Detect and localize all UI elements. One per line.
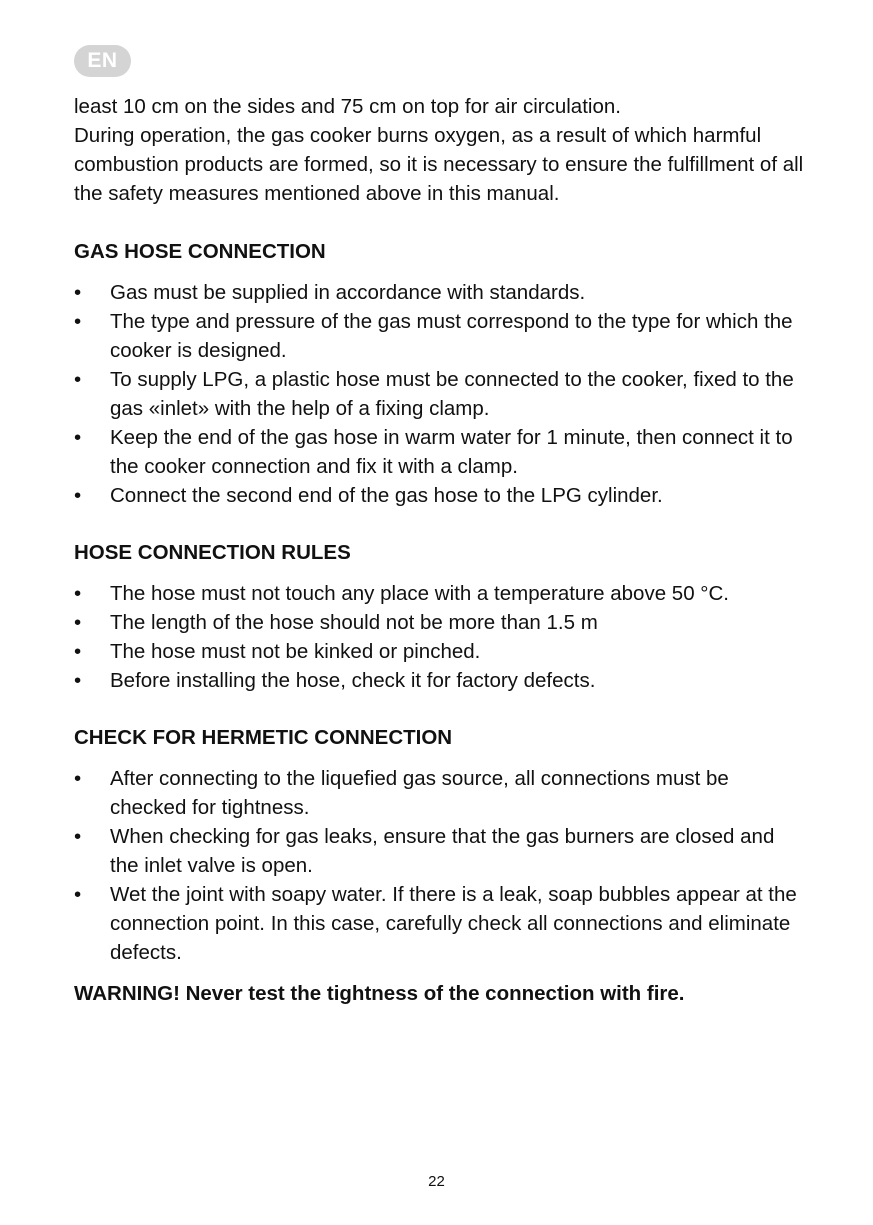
list-item-text: To supply LPG, a plastic hose must be connected to the cooker, fixed to the gas «inlet» with the help of a fixing clamp.: [110, 368, 794, 420]
list-item: [74, 423, 804, 481]
list-item-text: After connecting to the liquefied gas source, all connections must be checked for tightness.: [110, 767, 729, 819]
hermetic-connection-list: [74, 764, 804, 967]
warning-text: WARNING! Never test the tightness of the connection with fire.: [74, 982, 685, 1005]
bullet-icon: •: [74, 310, 82, 333]
list-item: [74, 278, 804, 307]
bullet-icon: •: [74, 611, 82, 634]
bullet-icon: •: [74, 767, 82, 790]
list-item: [74, 307, 804, 365]
intro-paragraph: During operation, the gas cooker burns oxygen, as a result of which harmful combustion products are formed, so it is necessary to ensure the fulfillment of all the safety measures mentioned above in this manual.: [74, 124, 804, 205]
section-title-check-for-hermetic-connection: CHECK FOR HERMETIC CONNECTION: [74, 726, 453, 749]
page-number: 22: [428, 1173, 445, 1190]
bullet-icon: •: [74, 368, 82, 391]
bullet-icon: •: [74, 669, 82, 692]
list-item: [74, 365, 804, 423]
list-item-text: The hose must not be kinked or pinched.: [110, 640, 481, 663]
language-badge: EN: [74, 45, 131, 77]
list-item: [74, 579, 804, 608]
list-item-text: Before installing the hose, check it for factory defects.: [110, 669, 596, 692]
list-item-text: Connect the second end of the gas hose to the LPG cylinder.: [110, 484, 663, 507]
list-item: [74, 666, 804, 695]
list-item-text: When checking for gas leaks, ensure that the gas burners are closed and the inlet valve is open.: [110, 825, 775, 877]
list-item-text: Gas must be supplied in accordance with standards.: [110, 281, 586, 304]
page-content: [74, 92, 804, 1008]
list-item-text: The length of the hose should not be more than 1.5 m: [110, 611, 598, 634]
list-item: [74, 822, 804, 880]
list-item: [74, 608, 804, 637]
list-item-text: Keep the end of the gas hose in warm water for 1 minute, then connect it to the cooker connection and fix it with a clamp.: [110, 426, 793, 478]
bullet-icon: •: [74, 484, 82, 507]
bullet-icon: •: [74, 281, 82, 304]
list-item: [74, 637, 804, 666]
gas-hose-connection-list: [74, 278, 804, 510]
list-item: [74, 880, 804, 967]
bullet-icon: •: [74, 883, 82, 906]
list-item: [74, 481, 804, 510]
section-title-gas-hose-connection: GAS HOSE CONNECTION: [74, 240, 326, 263]
list-item-text: The hose must not touch any place with a temperature above 50 °C.: [110, 582, 729, 605]
bullet-icon: •: [74, 825, 82, 848]
list-item-text: The type and pressure of the gas must correspond to the type for which the cooker is designed.: [110, 310, 793, 362]
list-item-text: Wet the joint with soapy water. If there is a leak, soap bubbles appear at the connection point. In this case, carefully check all connections and eliminate defects.: [110, 883, 797, 964]
intro-line-1: least 10 cm on the sides and 75 cm on top for air circulation.: [74, 95, 621, 118]
bullet-icon: •: [74, 582, 82, 605]
hose-connection-rules-list: [74, 579, 804, 695]
bullet-icon: •: [74, 426, 82, 449]
list-item: [74, 764, 804, 822]
section-title-hose-connection-rules: HOSE CONNECTION RULES: [74, 541, 351, 564]
bullet-icon: •: [74, 640, 82, 663]
